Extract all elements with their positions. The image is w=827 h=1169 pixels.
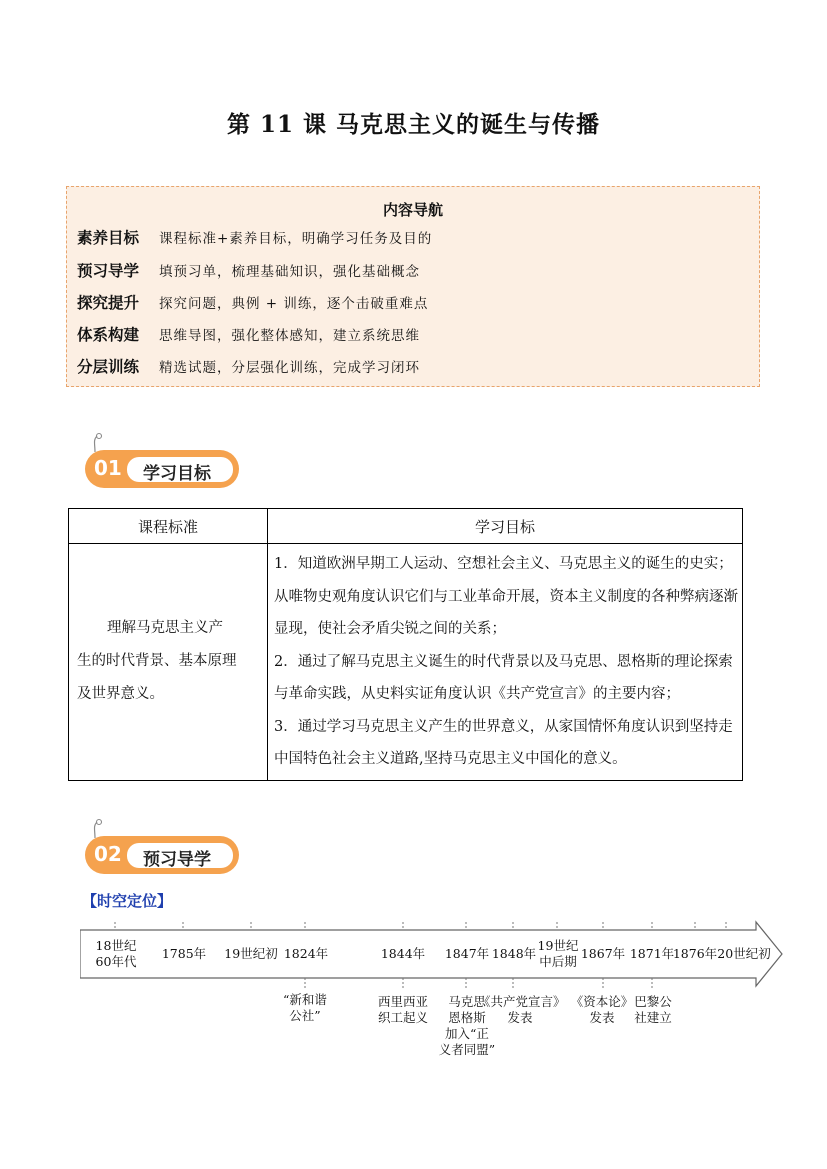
event-line: 公社” bbox=[289, 1008, 321, 1023]
section-number: 01 bbox=[94, 456, 122, 480]
date-line: 1867年 bbox=[580, 946, 626, 961]
event-line: “新和谐 bbox=[283, 992, 327, 1007]
nav-row-system-build bbox=[77, 321, 420, 347]
timeline-event bbox=[372, 994, 434, 1026]
section-label: 学习目标 bbox=[143, 464, 211, 484]
nav-row-label: 探究提升 bbox=[77, 293, 140, 312]
timeline bbox=[80, 918, 790, 1078]
section-badge-learning-goals bbox=[85, 432, 245, 492]
column-header-goals: 学习目标 bbox=[268, 509, 743, 544]
date-line: 1871年 bbox=[629, 946, 675, 961]
date-line: 19世纪 bbox=[537, 938, 579, 953]
timeline-date bbox=[627, 946, 677, 962]
timeline-event bbox=[570, 994, 634, 1026]
timeline-section-title: 【时空定位】 bbox=[82, 892, 173, 910]
nav-row-desc: 思维导图，强化整体感知，建立系统思维 bbox=[159, 328, 420, 344]
goals-cell bbox=[268, 544, 743, 781]
timeline-date bbox=[377, 946, 429, 962]
table-row bbox=[69, 544, 743, 781]
nav-row-label: 预习导学 bbox=[77, 261, 140, 280]
timeline-date bbox=[90, 938, 142, 970]
nav-row-desc: 精选试题，分层强化训练，完成学习闭环 bbox=[159, 360, 420, 376]
nav-row-tiered-training bbox=[77, 353, 420, 379]
section-badge-preview-guide bbox=[85, 818, 245, 878]
date-line: 20世纪初 bbox=[717, 946, 771, 961]
section-number: 02 bbox=[94, 842, 122, 866]
nav-row-label: 素养目标 bbox=[77, 228, 140, 247]
page-title: 第 11 课 马克思主义的诞生与传播 bbox=[226, 111, 601, 138]
event-line: 发表 bbox=[507, 1010, 533, 1025]
goal-item: 1．知道欧洲早期工人运动、空想社会主义、马克思主义的诞生的史实；从唯物史观角度认识它们与工业革命开展，资本主义制度的各种弊病逐渐显现，使社会矛盾尖锐之间的关系； bbox=[274, 556, 738, 637]
date-line: 18世纪 bbox=[95, 938, 137, 953]
timeline-date bbox=[158, 946, 210, 962]
event-line: 社建立 bbox=[634, 1010, 672, 1025]
date-line: 1844年 bbox=[380, 946, 426, 961]
nav-row-preview-guide bbox=[77, 257, 420, 283]
timeline-event bbox=[478, 994, 566, 1026]
date-line: 60年代 bbox=[95, 954, 137, 969]
nav-row-explore bbox=[77, 289, 428, 315]
date-line: 1824年 bbox=[283, 946, 329, 961]
event-line: 《资本论》 bbox=[570, 994, 634, 1009]
event-line: 《共产党宣言》 bbox=[478, 994, 566, 1009]
nav-row-label: 体系构建 bbox=[77, 325, 140, 344]
event-line: 义者同盟” bbox=[438, 1042, 496, 1057]
event-line: 马克思 bbox=[448, 994, 486, 1009]
timeline-event bbox=[628, 994, 678, 1026]
timeline-date bbox=[714, 946, 774, 962]
timeline-date bbox=[218, 946, 284, 962]
date-line: 1848年 bbox=[491, 946, 537, 961]
sprig-icon bbox=[89, 432, 111, 452]
timeline-date bbox=[672, 946, 718, 962]
date-line: 1847年 bbox=[444, 946, 490, 961]
standard-cell bbox=[69, 544, 268, 781]
goal-item: 2．通过了解马克思主义诞生的时代背景以及马克思、恩格斯的理论探索与革命实践，从史料实证角度认识《共产党宣言》的主要内容； bbox=[274, 653, 733, 702]
timeline-date bbox=[489, 946, 539, 962]
event-line: 织工起义 bbox=[377, 1010, 428, 1025]
event-line: 恩格斯 bbox=[448, 1010, 486, 1025]
nav-heading: 内容导航 bbox=[382, 201, 443, 219]
date-line: 1876年 bbox=[672, 946, 718, 961]
content-navigation-box bbox=[66, 186, 760, 387]
standard-line: 理解马克思主义产 bbox=[107, 620, 223, 637]
event-line: 加入“正 bbox=[445, 1026, 489, 1041]
objectives-table bbox=[68, 508, 743, 781]
date-line: 19世纪初 bbox=[224, 946, 278, 961]
section-label: 预习导学 bbox=[143, 850, 211, 870]
timeline-arrow bbox=[80, 918, 790, 1078]
timeline-date bbox=[533, 938, 583, 970]
event-line: 发表 bbox=[589, 1010, 615, 1025]
nav-row-literacy-goals bbox=[77, 224, 432, 250]
timeline-event bbox=[276, 992, 334, 1024]
column-header-standard: 课程标准 bbox=[69, 509, 268, 544]
timeline-date bbox=[280, 946, 332, 962]
date-line: 中后期 bbox=[539, 954, 577, 969]
nav-row-label: 分层训练 bbox=[77, 357, 140, 376]
event-line: 巴黎公 bbox=[634, 994, 672, 1009]
nav-row-desc: 探究问题，典例 + 训练，逐个击破重难点 bbox=[159, 296, 429, 312]
timeline-date bbox=[578, 946, 628, 962]
standard-line: 及世界意义。 bbox=[77, 686, 164, 703]
goal-item: 3．通过学习马克思主义产生的世界意义，从家国情怀角度认识到坚持走中国特色社会主义道路,坚持马克思主义中国化的意义。 bbox=[274, 718, 733, 767]
table-header-row bbox=[69, 509, 743, 544]
nav-row-desc: 课程标准+素养目标，明确学习任务及目的 bbox=[159, 231, 433, 247]
timeline-date bbox=[442, 946, 492, 962]
date-line: 1785年 bbox=[161, 946, 207, 961]
nav-row-desc: 填预习单，梳理基础知识，强化基础概念 bbox=[159, 264, 420, 280]
standard-line: 生的时代背景、基本原理 bbox=[77, 653, 237, 670]
sprig-icon bbox=[89, 818, 111, 838]
event-line: 西里西亚 bbox=[377, 994, 428, 1009]
